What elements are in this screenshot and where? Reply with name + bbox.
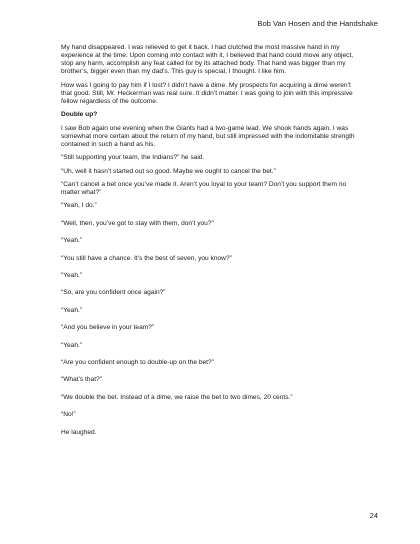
paragraph: “Can’t cancel a bet once you’ve made it. Aren’t you loyal to your team? Don’t you support them no matter what?” bbox=[61, 181, 347, 197]
paragraph: He laughed. bbox=[61, 428, 97, 436]
paragraph: “We double the bet. Instead of a dime, we raise the bet to two dimes, 20 cents.” bbox=[61, 393, 293, 401]
paragraph: “So, are you confident once again?” bbox=[61, 289, 166, 297]
running-header: Bob Van Hosen and the Handshake bbox=[257, 19, 378, 28]
paragraph: “Yeah.” bbox=[61, 341, 83, 349]
page-number: 24 bbox=[369, 511, 378, 520]
paragraph: My hand disappeared. I was relieved to get it back. I had clutched the most massive hand in my experience at the time. Upon coming into contact with it, I believed that hand could move any object, stop any harm, accomplish any feat called for by its attached body. That hand was bigger than my brother’s, bigger even than my dad’s. This guy is special, I thought. I like him. bbox=[61, 44, 354, 76]
paragraph: “Still supporting your team, the Indians?” he said. bbox=[61, 154, 205, 162]
paragraph: “Uh, well it hasn’t started out so good. Maybe we ought to cancel the bet.” bbox=[61, 167, 276, 175]
section-heading: Double up? bbox=[61, 111, 98, 119]
paragraph: “And you believe in your team?” bbox=[61, 324, 155, 332]
paragraph: I saw Bob again one evening when the Giants had a two-game lead. We shook hands again. I was somewhat more certain about the return of my hand, but still impressed with the indomitable strength contained in such a hand as his. bbox=[61, 124, 355, 148]
paragraph: “Yeah, I do.” bbox=[61, 202, 97, 210]
paragraph: “Yeah.” bbox=[61, 272, 83, 280]
paragraph: “Well, then, you’ve got to stay with them, don’t you?” bbox=[61, 219, 214, 227]
body-text bbox=[61, 44, 361, 446]
paragraph: “What’s that?” bbox=[61, 376, 102, 384]
paragraph: “You still have a chance. It’s the best of seven, you know?” bbox=[61, 254, 232, 262]
paragraph: “No!” bbox=[61, 411, 76, 419]
paragraph: “Are you confident enough to double-up on the bet?” bbox=[61, 359, 214, 366]
paragraph: “Yeah.” bbox=[61, 306, 83, 314]
paragraph: “Yeah.” bbox=[61, 237, 83, 245]
paragraph: How was I going to pay him if I lost? I didn’t have a dime. My prospects for acquiring a dime weren’t that good. Still, Mr. Heckerman was real sure. It didn’t matter. I was going to join with this impressive fellow regardless of the outcome. bbox=[61, 81, 353, 105]
